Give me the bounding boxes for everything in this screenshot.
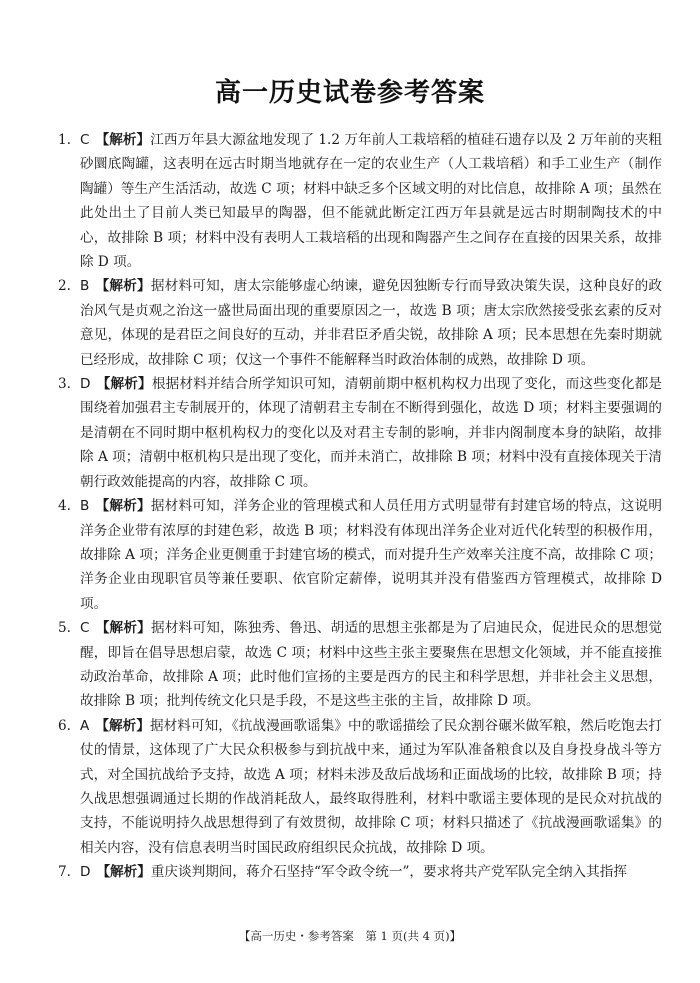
item-explanation: 据材料可知，唐太宗能够虚心纳谏，避免因独断专行而导致决策失误，这种良好的政治风气是贞观之治这一盛世局面出现的重要原因之一，故选 B 项；唐太宗欣然接受张玄素的反对意见，体现的是君臣之间良好的互动，并非君臣矛盾尖锐，故排除 A 项；民本思想在先秦时期就已经形成，故排除 C 项；仅这一个事件不能解释当时政治体制的成熟，故排除 D 项。 bbox=[80, 278, 663, 368]
item-explanation: 江西万年县大源盆地发现了 1.2 万年前人工栽培稻的植硅石遗存以及 2 万年前的夹粗砂圜底陶罐，这表明在远古时期当地就存在一定的农业生产（人工栽培稻）和手工业生产（制作陶罐）等生产生活活动，故选 C 项；材料中缺乏多个区域文明的对比信息，故排除 A 项；虽然在此处出土了目前人类已知最早的陶器，但不能就此断定江西万年县就是远古时期制陶技术的中心，故排除 B 项；材料中没有表明人工栽培稻的出现和陶器产生之间存在直接的因果关系，故排除 D 项。 bbox=[80, 132, 663, 271]
answer-item-6 bbox=[58, 714, 662, 860]
analysis-tag: 【解析】 bbox=[95, 278, 151, 295]
item-explanation: 据材料可知，《抗战漫画歌谣集》中的歌谣描绘了民众割谷碾米做军粮，然后吃饱去打仗的情景，这体现了广大民众积极参与到抗战中来，通过为军队准备粮食以及自身投身战斗等方式，对全国抗战给予支持，故选 A 项；材料未涉及敌后战场和正面战场的比较，故排除 B 项；持久战思想强调通过长期的作战消耗敌人，最终取得胜利，材料中歌谣主要体现的是民众对抗战的支持，不能说明持久战思想得到了有效贯彻，故排除 C 项；材料只描述了《抗战漫画歌谣集》的相关内容，没有信息表明当时国民政府组织民众抗战，故排除 D 项。 bbox=[80, 717, 663, 856]
page-title: 高一历史试卷参考答案 bbox=[214, 78, 485, 108]
item-explanation: 根据材料并结合所学知识可知，清朝前期中枢机构权力出现了变化，而这些变化都是围绕着加强君主专制展开的，体现了清朝君主专制在不断得到强化，故选 D 项；材料主要强调的是清朝在不同时期中枢机构权力的变化以及对君主专制的影响，并非内阁制度本身的缺陷，故排除 A 项；清朝中枢机构只是出现了变化，而并未消亡，故排除 B 项；材料中没有直接体现关于清朝行政效能提高的内容，故排除 C 项。 bbox=[80, 376, 662, 490]
analysis-tag: 【解析】 bbox=[95, 132, 151, 148]
item-answer: D bbox=[80, 864, 91, 881]
item-answer: C bbox=[80, 620, 90, 637]
item-number: 2. bbox=[58, 278, 71, 295]
answer-item-3 bbox=[58, 372, 662, 494]
answer-item-1 bbox=[58, 128, 662, 274]
answer-item-4 bbox=[58, 494, 662, 616]
item-answer: B bbox=[80, 498, 90, 515]
item-explanation: 重庆谈判期间，蒋介石坚持“军令政令统一”，要求将共产党军队完全纳入其指挥 bbox=[150, 864, 627, 881]
item-number: 1. bbox=[58, 132, 71, 148]
item-number: 5. bbox=[58, 620, 71, 637]
item-number: 6. bbox=[58, 717, 71, 734]
answer-list bbox=[58, 128, 662, 885]
analysis-tag: 【解析】 bbox=[95, 498, 151, 515]
item-answer: B bbox=[80, 278, 90, 295]
item-number: 7. bbox=[58, 864, 71, 881]
analysis-tag: 【解析】 bbox=[95, 620, 151, 637]
item-answer: A bbox=[80, 717, 90, 734]
analysis-tag: 【解析】 bbox=[96, 864, 151, 881]
item-answer: C bbox=[80, 132, 90, 148]
item-number: 3. bbox=[58, 376, 71, 393]
item-explanation: 据材料可知，洋务企业的管理模式和人员任用方式明显带有封建官场的特点，这说明洋务企业带有浓厚的封建色彩，故选 B 项；材料没有体现出洋务企业对近代化转型的积极作用，故排除 A 项；洋务企业更侧重于封建官场的模式，而对提升生产效率关注度不高，故排除 C 项；洋务企业由现职官员等兼任要职、依官阶定薪俸，说明其并没有借鉴西方管理模式，故排除 D 项。 bbox=[80, 498, 663, 612]
analysis-tag: 【解析】 bbox=[95, 717, 150, 734]
item-explanation: 据材料可知，陈独秀、鲁迅、胡适的思想主张都是为了启迪民众，促进民众的思想觉醒，即旨在倡导思想启蒙，故选 C 项；材料中这些主张主要聚焦在思想文化领域，并不能直接推动政治革命，故排除 A 项；此时他们宣扬的主要是西方的民主和科学思想，并非社会主义思想，故排除 B 项；批判传统文化只是手段，不是这些主张的主旨，故排除 D 项。 bbox=[80, 620, 663, 710]
answer-item-2 bbox=[58, 274, 662, 372]
answer-item-5 bbox=[58, 616, 662, 714]
page-footer: 【高一历史・参考答案 第 1 页(共 4 页)】 bbox=[238, 929, 462, 943]
analysis-tag: 【解析】 bbox=[96, 376, 152, 393]
item-number: 4. bbox=[58, 498, 71, 515]
answer-item-7 bbox=[58, 860, 662, 884]
item-answer: D bbox=[80, 376, 91, 393]
